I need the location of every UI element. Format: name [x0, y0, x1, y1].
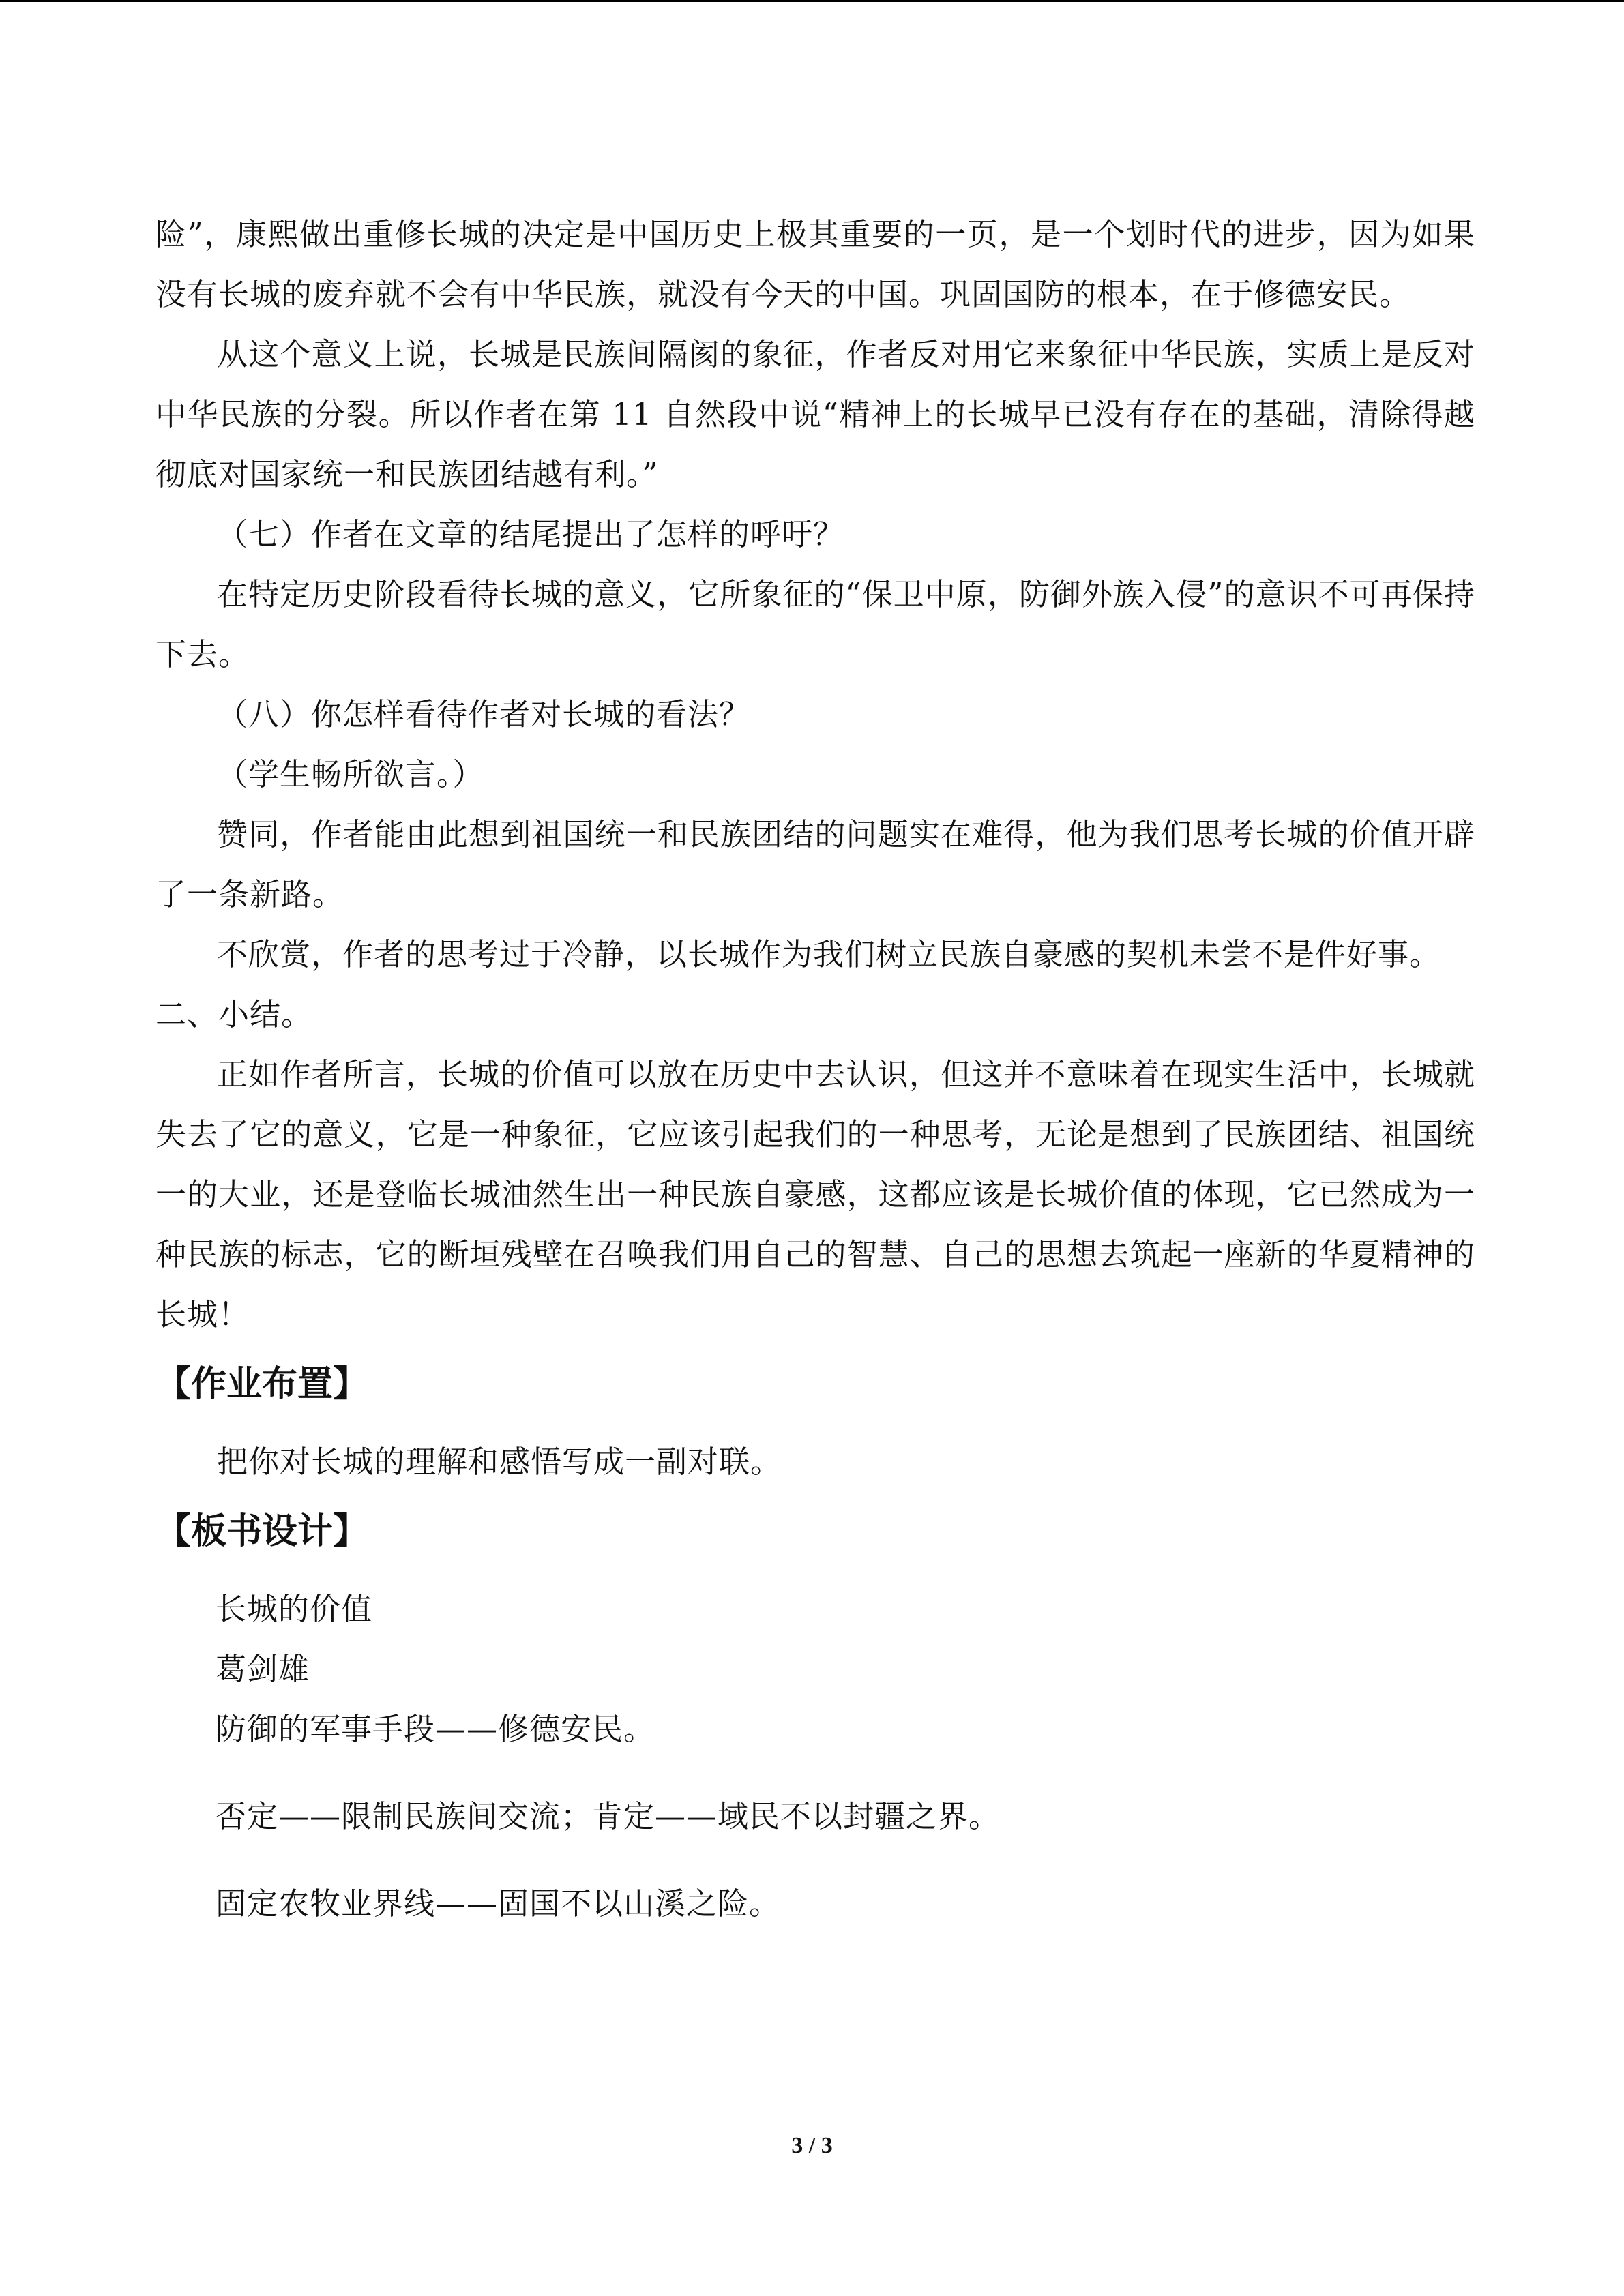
- page-number: 3 / 3: [791, 2133, 833, 2158]
- board-line-3: 固定农牧业界线——固国不以山溪之险。: [216, 1885, 781, 1922]
- document-page: [156, 205, 1475, 1934]
- board-author: 葛剑雄: [216, 1651, 310, 1687]
- paragraph-meaning: 从这个意义上说，长城是民族间隔阂的象征，作者反对用它来象征中华民族，实质上是反对中华民族的分裂。所以作者在第 11 自然段中说“精神上的长城早已没有存在的基础，清除得越彻底对国家统一和民族团结越有利。”: [156, 336, 1475, 492]
- homework-text: 把你对长城的理解和感悟写成一副对联。: [217, 1444, 782, 1480]
- answer-seven: 在特定历史阶段看待长城的意义，它所象征的“保卫中原，防御外族入侵”的意识不可再保持下去。: [156, 576, 1475, 672]
- homework-heading: 【作业布置】: [156, 1364, 369, 1405]
- board-title: 长城的价值: [216, 1591, 373, 1627]
- question-eight: （八）你怎样看待作者对长城的看法？: [217, 696, 751, 732]
- question-seven: （七）作者在文章的结尾提出了怎样的呼吁？: [217, 516, 845, 552]
- paragraph-continuation: 险”，康熙做出重修长城的决定是中国历史上极其重要的一页，是一个划时代的进步，因为如果没有长城的废弃就不会有中华民族，就没有今天的中国。巩固国防的根本，在于修德安民。: [156, 216, 1475, 312]
- students-note: （学生畅所欲言。）: [217, 756, 484, 792]
- answer-disagree: 不欣赏，作者的思考过于冷静，以长城作为我们树立民族自豪感的契机未尝不是件好事。: [217, 936, 1441, 972]
- board-design-heading: 【板书设计】: [156, 1511, 369, 1552]
- board-line-1: 防御的军事手段——修德安民。: [216, 1711, 655, 1747]
- board-design: [156, 1579, 1475, 1934]
- answer-agree: 赞同，作者能由此想到祖国统一和民族团结的问题实在难得，他为我们思考长城的价值开辟了一条新路。: [156, 816, 1475, 912]
- top-border-line: [0, 0, 1624, 2]
- summary-paragraph: 正如作者所言，长城的价值可以放在历史中去认识，但这并不意味着在现实生活中，长城就失去了它的意义，它是一种象征，它应该引起我们的一种思考，无论是想到了民族团结、祖国统一的大业，还是登临长城油然生出一种民族自豪感，这都应该是长城价值的体现，它已然成为一种民族的标志，它的断垣残壁在召唤我们用自己的智慧、自己的思想去筑起一座新的华夏精神的长城！: [156, 1056, 1475, 1332]
- board-line-2: 否定——限制民族间交流；肯定——域民不以封疆之界。: [216, 1798, 1001, 1834]
- summary-title: 二、小结。: [156, 996, 313, 1032]
